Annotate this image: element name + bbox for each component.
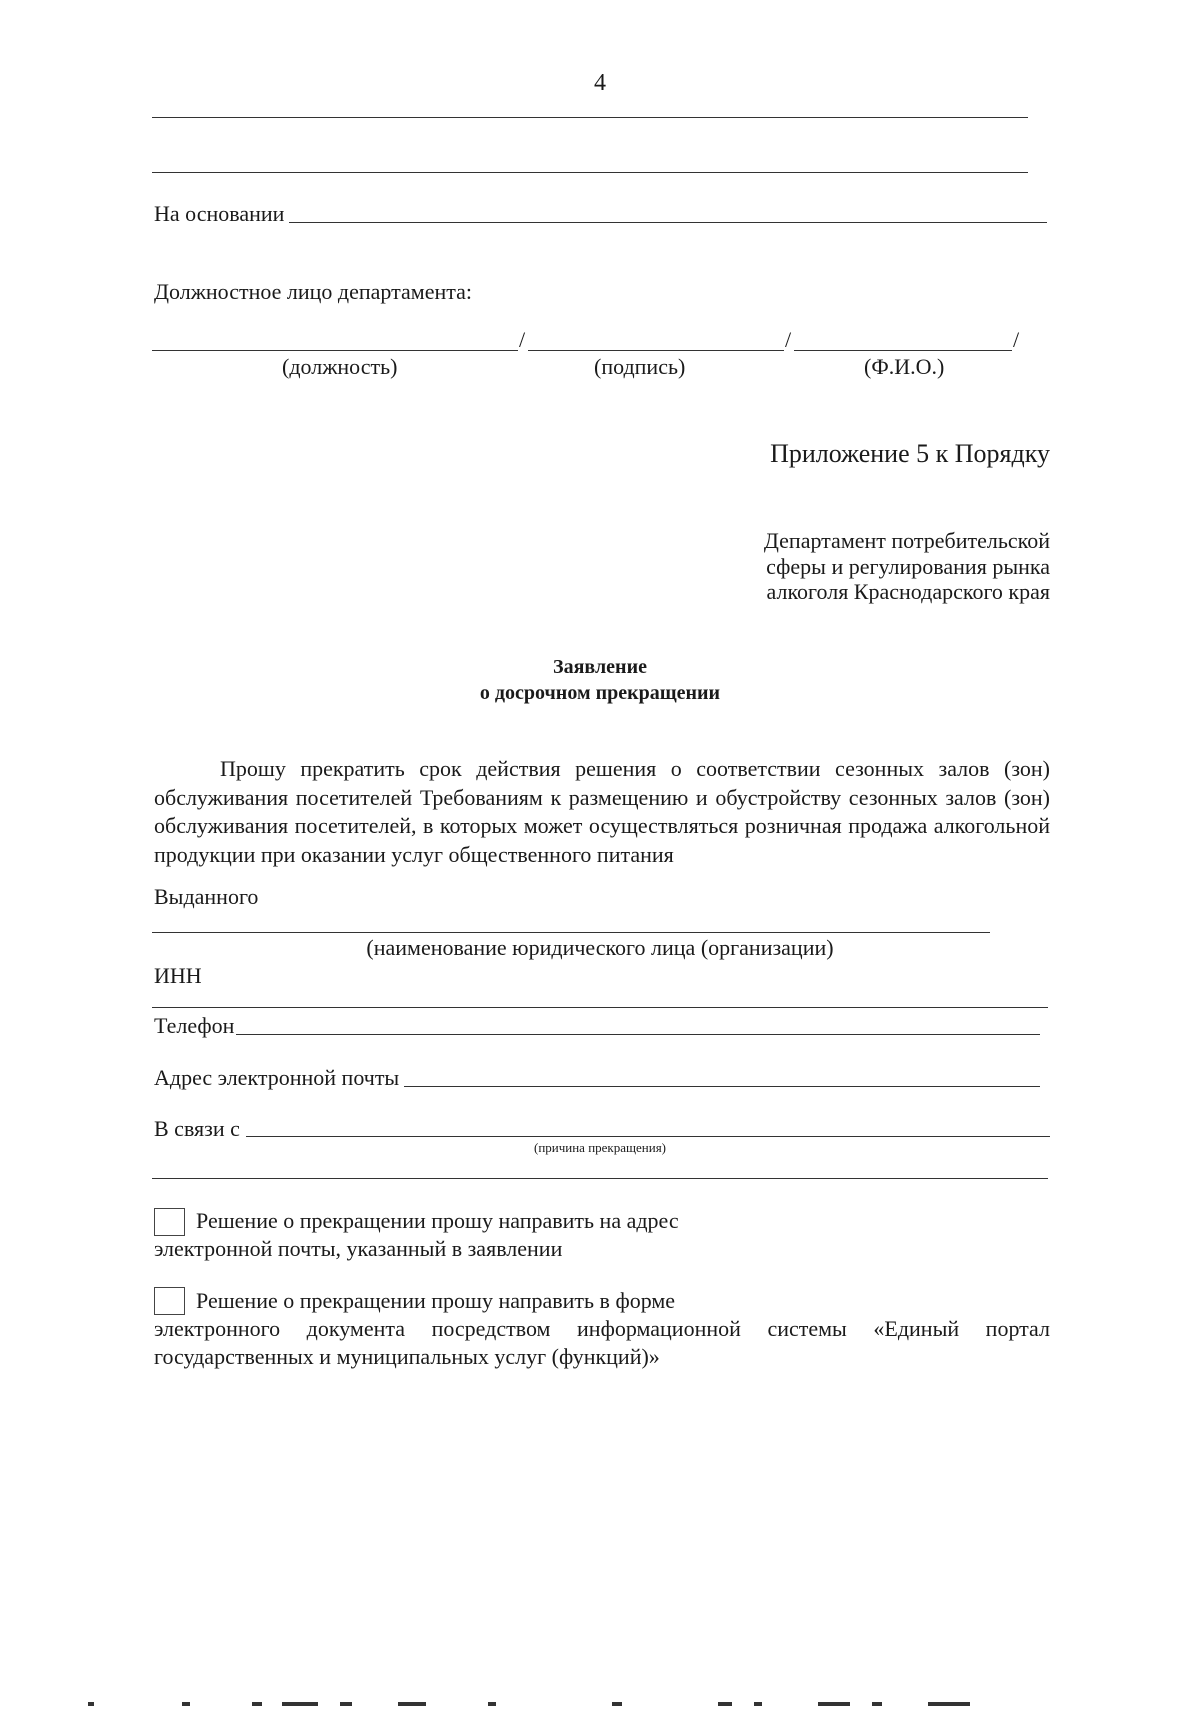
blank-line-1 — [152, 117, 1028, 118]
position-line — [152, 350, 518, 351]
slash-1: / — [519, 327, 526, 352]
signature-line — [528, 350, 784, 351]
reason-label: В связи с — [154, 1116, 240, 1141]
slash-3: / — [1013, 327, 1020, 352]
reason-line — [246, 1136, 1050, 1137]
appendix-title: Приложение 5 к Порядку — [770, 439, 1050, 468]
option-email-text: электронной почты, указанный в заявлении — [154, 1236, 563, 1261]
email-line — [404, 1086, 1040, 1087]
official-label: Должностное лицо департамента: — [154, 279, 473, 304]
caption-name: (Ф.И.О.) — [864, 354, 945, 379]
option-email-text: Решение о прекращении прошу направить на адрес — [196, 1208, 679, 1233]
addressee-line: Департамент потребительской — [763, 528, 1050, 553]
blank-line-2 — [152, 172, 1028, 173]
basis-line — [289, 222, 1047, 223]
option-email-checkbox[interactable] — [154, 1208, 185, 1236]
page-number: 4 — [594, 70, 606, 96]
issued-label: Выданного — [154, 884, 259, 909]
org-caption: (наименование юридического лица (организации) — [366, 935, 834, 960]
phone-label: Телефон — [154, 1013, 235, 1038]
addressee-line: алкоголя Краснодарского края — [766, 579, 1050, 604]
option-portal-text: государственных и муниципальных услуг (функций)» — [154, 1344, 660, 1369]
statement-title: Заявление — [553, 656, 647, 678]
caption-signature: (подпись) — [594, 354, 686, 379]
statement-subtitle: о досрочном прекращении — [479, 682, 721, 704]
inn-line — [152, 1007, 1048, 1008]
addressee-block — [650, 528, 1050, 605]
option-portal-checkbox[interactable] — [154, 1287, 185, 1315]
addressee-line: сферы и регулирования рынка — [766, 553, 1050, 579]
caption-position: (должность) — [282, 354, 398, 379]
slash-2: / — [785, 327, 792, 352]
option-portal-text: Решение о прекращении прошу направить в форме — [196, 1288, 676, 1313]
body-line: продукции при оказании услуг общественного питания — [154, 841, 674, 867]
body-line: Прошу прекратить срок действия решения о соответствии сезонных залов (зон) — [220, 756, 1050, 781]
body-line: обслуживания посетителей Требованиям к размещению и обустройству сезонных залов (зон) — [154, 784, 1050, 810]
statement-body — [154, 755, 1050, 869]
inn-label: ИНН — [154, 963, 202, 988]
option-portal-text: электронного документа посредством информационной системы «Единый портал — [154, 1316, 1050, 1341]
reason-caption: (причина прекращения) — [533, 1140, 667, 1155]
basis-label: На основании — [154, 201, 285, 226]
scan-artifact-marks — [0, 1696, 1200, 1712]
email-label: Адрес электронной почты — [154, 1065, 400, 1090]
name-line — [794, 350, 1012, 351]
phone-line — [236, 1034, 1040, 1035]
reason-line-2 — [152, 1178, 1048, 1179]
org-name-line — [152, 932, 990, 933]
body-line: обслуживания посетителей, в которых может осуществляться розничная продажа алкогольной — [154, 813, 1050, 838]
